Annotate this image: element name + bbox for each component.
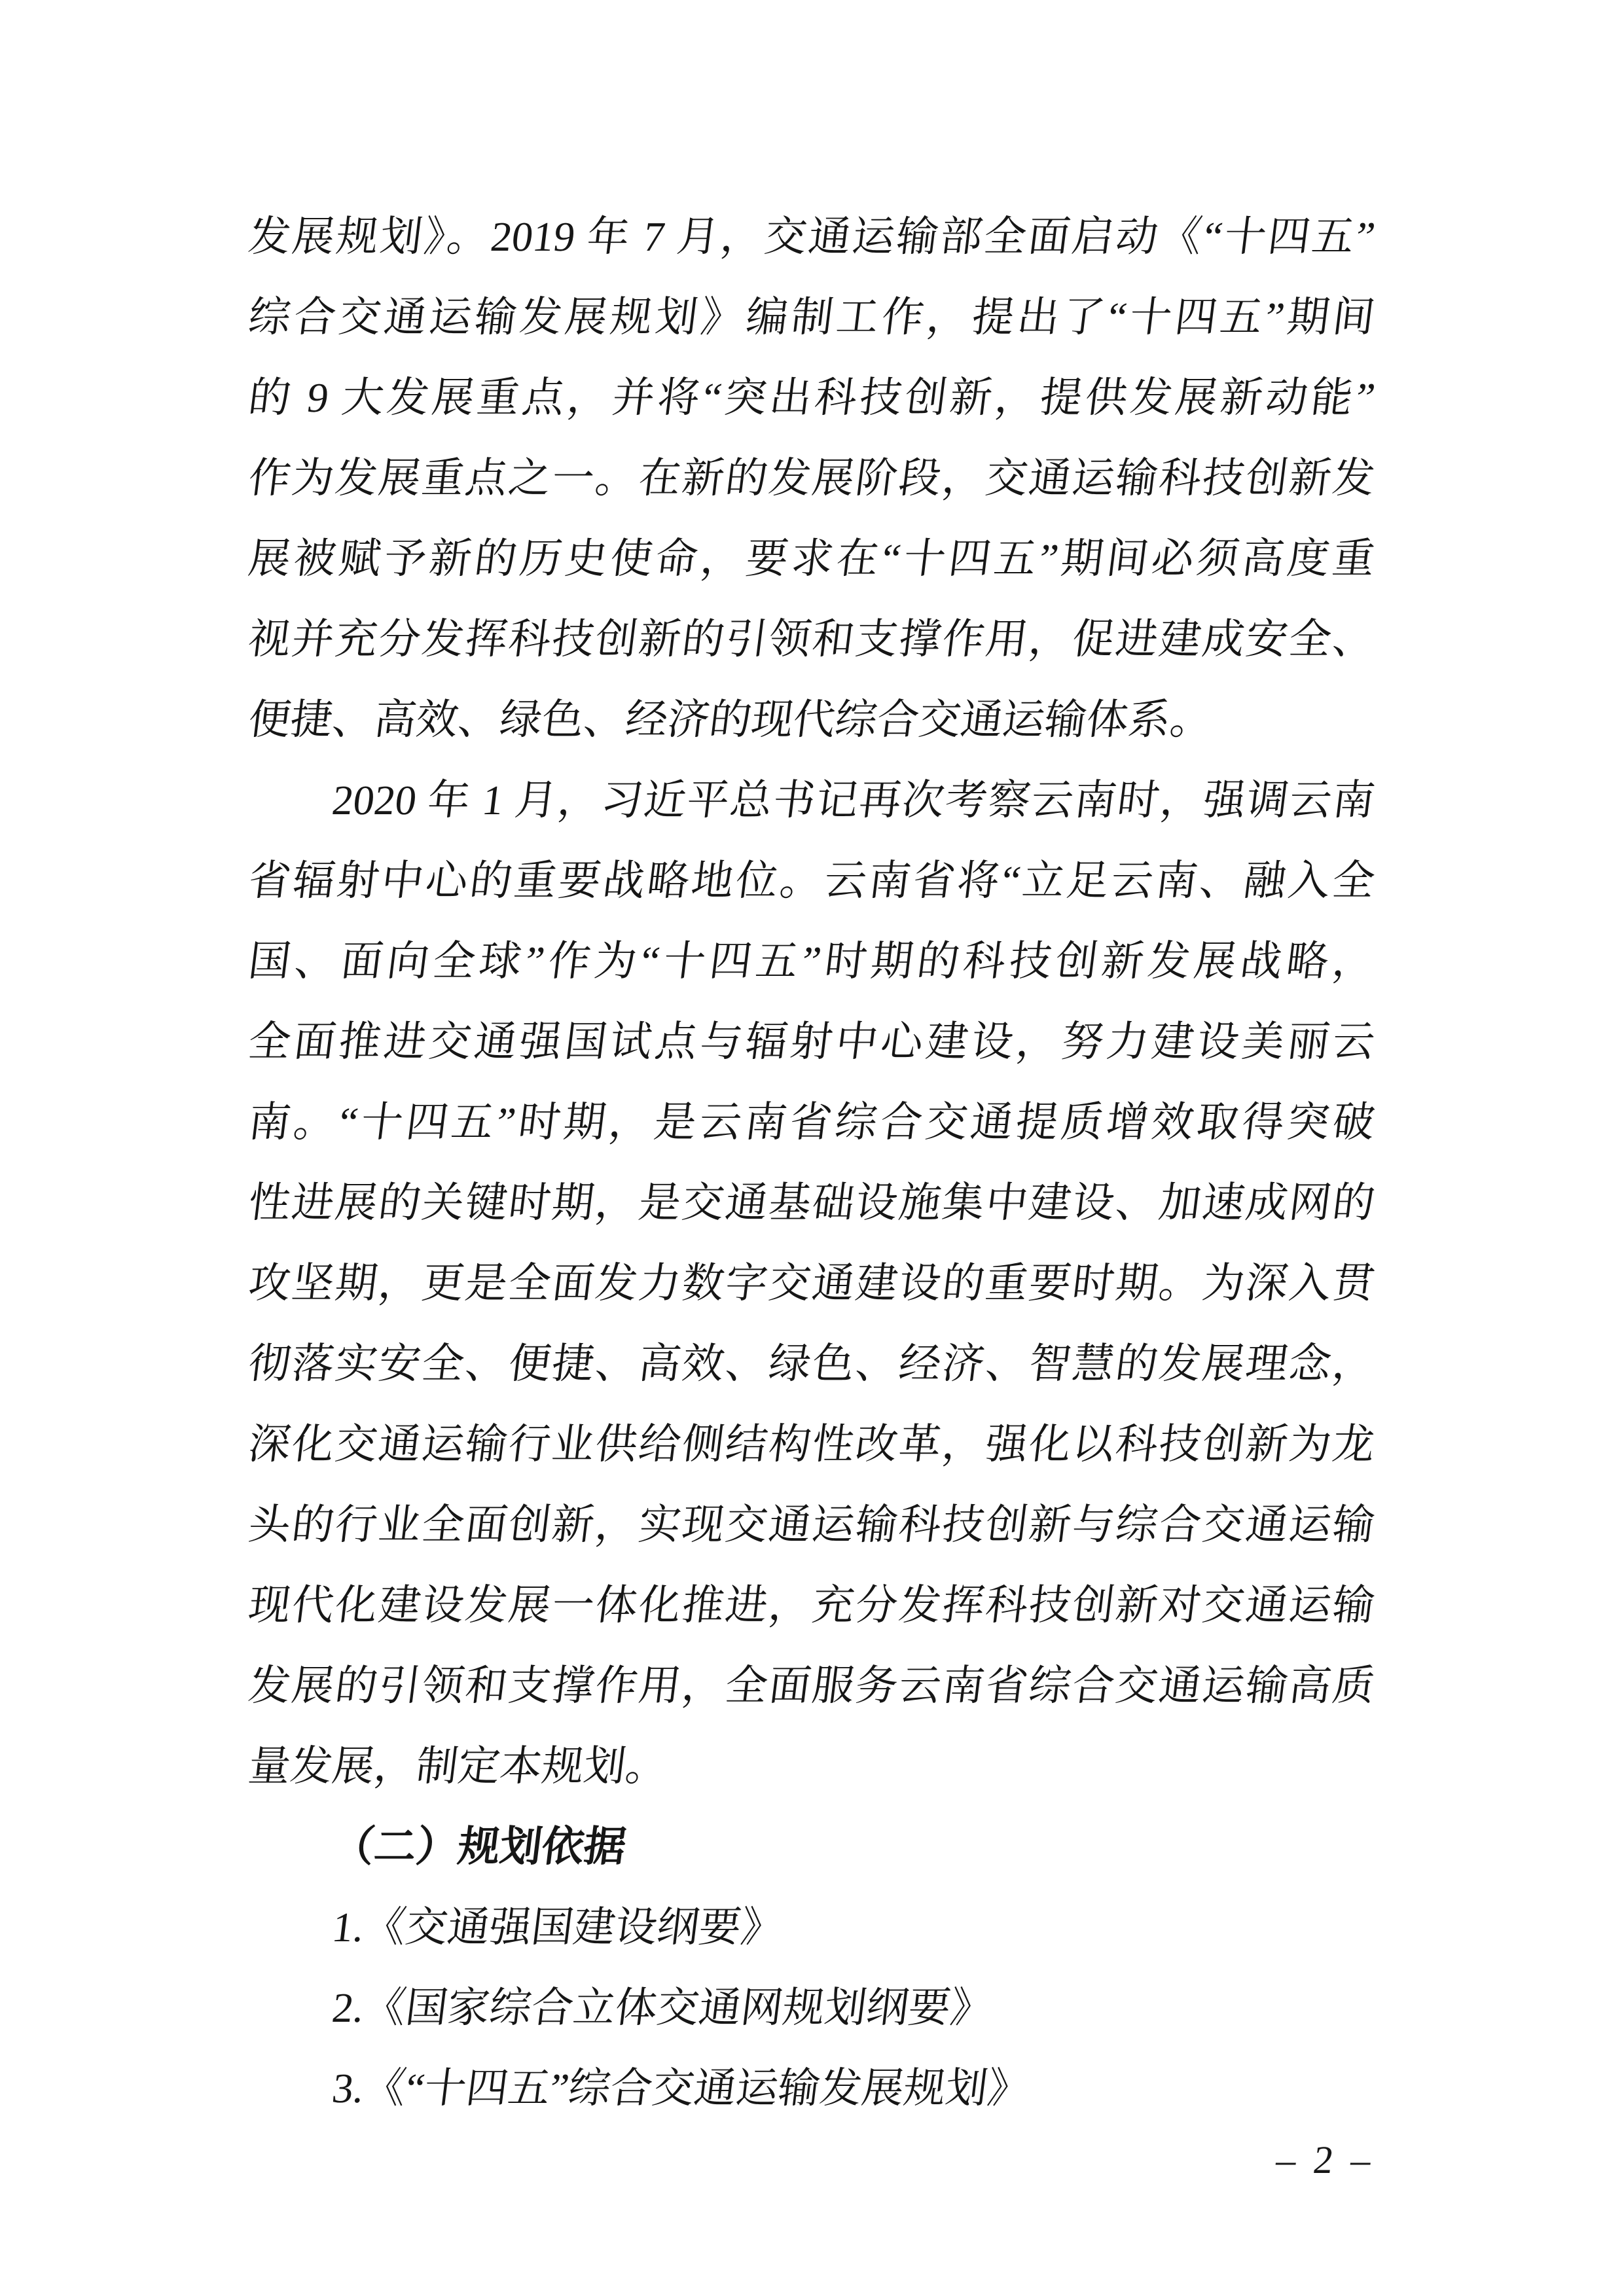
text-line-1: 发展规划》。2019 年 7 月，交通运输部全面启动《“十四五”	[245, 213, 1378, 260]
reference-item-1: 1.《交通强国建设纲要》	[329, 1904, 786, 1950]
text-line-11: 全面推进交通强国试点与辐射中心建设，努力建设美丽云	[245, 1018, 1378, 1065]
text-line-7: 便捷、高效、绿色、经济的现代综合交通运输体系。	[245, 696, 1216, 743]
text-line-20: 量发展，制定本规划。	[245, 1743, 671, 1789]
reference-item-3: 3.《“十四五”综合交通运输发展规划》	[329, 2065, 1033, 2111]
text-line-2: 综合交通运输发展规划》编制工作，提出了“十四五”期间	[245, 294, 1378, 340]
text-line-3: 的 9 大发展重点，并将“突出科技创新，提供发展新动能”	[245, 374, 1378, 421]
text-line-18: 现代化建设发展一体化推进，充分发挥科技创新对交通运输	[245, 1582, 1378, 1628]
text-line-13: 性进展的关键时期，是交通基础设施集中建设、加速成网的	[245, 1179, 1378, 1226]
text-line-15: 彻落实安全、便捷、高效、绿色、经济、智慧的发展理念，	[245, 1340, 1378, 1387]
text-line-17: 头的行业全面创新，实现交通运输科技创新与综合交通运输	[245, 1501, 1378, 1548]
text-line-16: 深化交通运输行业供给侧结构性改革，强化以科技创新为龙	[245, 1421, 1378, 1467]
text-line-12: 南。“十四五”时期，是云南省综合交通提质增效取得突破	[245, 1099, 1378, 1145]
text-line-19: 发展的引领和支撑作用，全面服务云南省综合交通运输高质	[245, 1662, 1378, 1709]
reference-item-2: 2.《国家综合立体交通网规划纲要》	[329, 1984, 996, 2031]
body-text	[245, 196, 1378, 2128]
text-line-8: 2020 年 1 月，习近平总书记再次考察云南时，强调云南	[329, 777, 1378, 823]
section-heading: （二）规划依据	[329, 1823, 629, 1870]
text-line-6: 视并充分发挥科技创新的引领和支撑作用，促进建成安全、	[245, 616, 1378, 662]
page-number: – 2 –	[1273, 2138, 1378, 2181]
text-line-5: 展被赋予新的历史使命，要求在“十四五”期间必须高度重	[245, 535, 1378, 582]
text-line-9: 省辐射中心的重要战略地位。云南省将“立足云南、融入全	[245, 857, 1378, 904]
text-line-14: 攻坚期，更是全面发力数字交通建设的重要时期。为深入贯	[245, 1260, 1378, 1306]
text-line-4: 作为发展重点之一。在新的发展阶段，交通运输科技创新发	[245, 455, 1378, 501]
text-line-10: 国、面向全球”作为“十四五”时期的科技创新发展战略，	[245, 938, 1378, 984]
